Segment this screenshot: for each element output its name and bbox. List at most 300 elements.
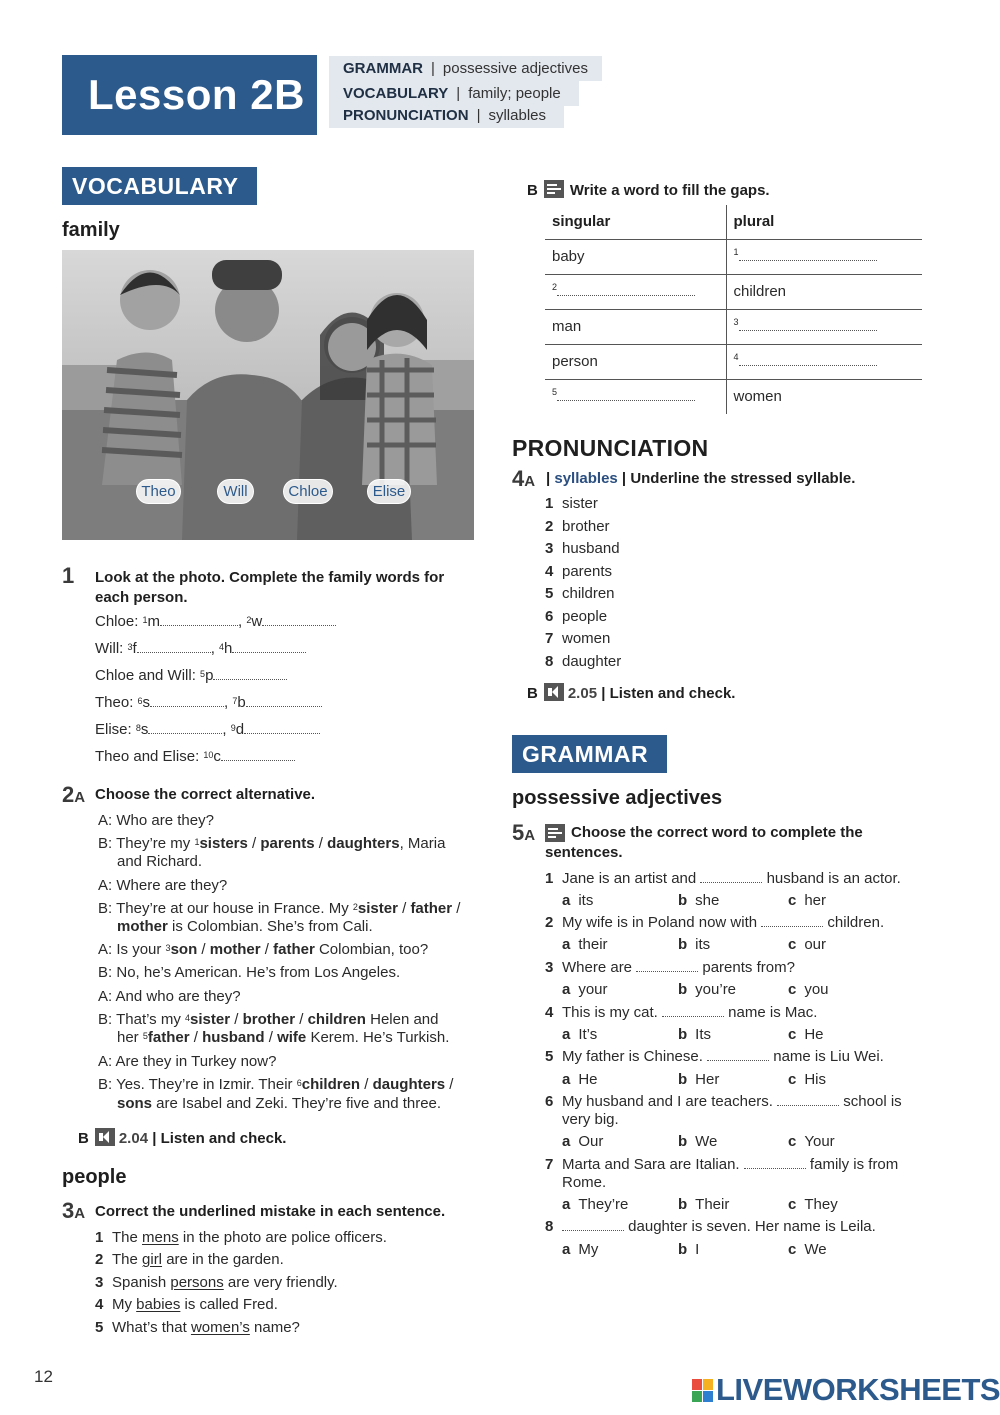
underlined-mistake[interactable]: persons	[170, 1274, 224, 1291]
ex1-line-will	[95, 639, 306, 658]
option-text: Her	[695, 1071, 720, 1088]
ex4a-tag: syllables	[554, 470, 618, 487]
ex4a-instruction: Underline the stressed syllable.	[630, 470, 856, 487]
speaker-label: B:	[98, 900, 113, 917]
item-number: 2	[545, 518, 554, 535]
ex1-comma: ,	[210, 640, 220, 657]
option-text: I	[695, 1241, 700, 1258]
question-continuation: Rome.	[562, 1174, 607, 1191]
grammar-question	[545, 869, 901, 888]
ex4b-instruction: Listen and check.	[609, 685, 736, 702]
table-gap-input[interactable]	[739, 319, 877, 331]
dialogue-text: Yes. They’re in Izmir. Their	[116, 1076, 297, 1093]
speaker-label: B:	[98, 835, 113, 852]
question-text: parents from?	[698, 959, 795, 976]
speaker-icon[interactable]	[95, 1128, 115, 1146]
item-text: The	[112, 1251, 143, 1268]
ex4a-number	[512, 466, 535, 492]
question-text: daughter is seven. Her name is Leila.	[624, 1218, 876, 1235]
option[interactable]	[678, 1195, 788, 1214]
ex3a-number	[62, 1198, 85, 1224]
pron-item[interactable]	[545, 494, 598, 513]
gap-number: 5	[142, 1031, 148, 1041]
speaker-label: A:	[98, 941, 113, 958]
ex1-gap-input[interactable]	[221, 747, 295, 761]
alternative-option[interactable]: parents	[260, 835, 315, 852]
header-row-grammar	[329, 56, 602, 81]
pronunciation-title: PRONUNCIATION	[512, 435, 709, 461]
answer-gap[interactable]	[562, 1217, 624, 1231]
answer-gap[interactable]	[707, 1047, 769, 1061]
speaker-label: A:	[98, 877, 113, 894]
underlined-mistake[interactable]: babies	[136, 1296, 181, 1313]
item-text: are in the garden.	[162, 1251, 284, 1268]
dialogue-text: , Maria	[399, 835, 446, 852]
page-number: 12	[34, 1367, 53, 1386]
option[interactable]	[788, 1133, 835, 1150]
option-letter: c	[788, 1026, 797, 1043]
logo-text: LIVEWORKSHEETS	[716, 1372, 1000, 1407]
dialogue-text: And who are they?	[115, 988, 241, 1005]
underlined-mistake[interactable]: girl	[142, 1251, 163, 1268]
gap-number: 4	[733, 352, 739, 362]
option-letter: c	[788, 936, 797, 953]
pron-item[interactable]	[545, 539, 620, 558]
dialogue-text: Kerem. He’s Turkish.	[306, 1029, 450, 1046]
ex-part-letter: A	[74, 1205, 86, 1222]
gap-letter: f	[132, 640, 137, 657]
ex-number-digit: 5	[512, 820, 525, 845]
option-text: We	[804, 1241, 827, 1258]
ex1-gap-input[interactable]	[262, 612, 336, 626]
slash: /	[445, 1076, 454, 1093]
question-text: husband is an actor.	[762, 870, 901, 887]
option-row	[562, 935, 826, 954]
pron-item[interactable]	[545, 584, 615, 603]
gap-number: 3	[127, 642, 133, 652]
people-subtitle: people	[62, 1166, 127, 1188]
speaker-label: A:	[98, 812, 113, 829]
option[interactable]	[562, 980, 678, 999]
alternative-option[interactable]: mother	[117, 918, 168, 935]
header-label: VOCABULARY	[343, 85, 449, 102]
option[interactable]	[678, 891, 788, 910]
option-text: Your	[804, 1133, 835, 1150]
table-row	[545, 379, 922, 414]
speaker-label: A:	[98, 988, 113, 1005]
gap-number: 2	[352, 902, 358, 912]
dialogue-text: are Isabel and Zeki. They’re five and three.	[152, 1095, 442, 1112]
ex2b-listen: B 2.04 | Listen and check.	[78, 1130, 287, 1147]
table-cell: baby	[545, 239, 726, 274]
underlined-mistake[interactable]: women’s	[190, 1319, 250, 1336]
alternative-option[interactable]: father	[147, 1029, 190, 1046]
pron-word[interactable]: husband	[562, 540, 620, 557]
item-text: What’s that	[112, 1319, 191, 1336]
underlined-mistake[interactable]: mens	[142, 1229, 179, 1246]
option-row	[562, 1132, 835, 1151]
gap-number: 6	[296, 1078, 302, 1088]
option[interactable]	[678, 1240, 788, 1259]
ex-part-letter: A	[524, 473, 536, 490]
dialogue-continuation	[117, 917, 373, 936]
pron-word[interactable]: brother	[562, 518, 610, 535]
option-letter: b	[678, 1133, 688, 1150]
possessive-adjectives-subtitle: possessive adjectives	[512, 787, 723, 809]
pron-item[interactable]	[545, 562, 612, 581]
speaker-icon[interactable]	[544, 683, 564, 701]
table-row	[545, 344, 922, 379]
answer-gap[interactable]	[636, 958, 698, 972]
photo-name-elise: Elise	[367, 479, 411, 504]
gap-number: 2	[552, 282, 558, 292]
slash: /	[452, 900, 461, 917]
pron-word[interactable]: daughter	[562, 653, 622, 670]
question-text: Where are	[562, 959, 637, 976]
table-cell: women	[733, 388, 782, 406]
vocabulary-section-title: VOCABULARY	[62, 167, 257, 205]
option-letter: c	[788, 1071, 797, 1088]
ex1-line-theo-and-elise	[95, 747, 295, 766]
option[interactable]	[562, 1240, 678, 1259]
answer-gap[interactable]	[744, 1155, 806, 1169]
option[interactable]	[788, 892, 826, 909]
question-text: My husband and I are teachers.	[562, 1093, 778, 1110]
alternative-option[interactable]: husband	[202, 1029, 265, 1046]
ex1-comma: ,	[238, 613, 247, 630]
alternative-option[interactable]: children	[307, 1011, 366, 1028]
ex1-gap-input[interactable]	[232, 639, 306, 653]
grammar-question	[545, 1217, 876, 1236]
ex2b-instruction: Listen and check.	[160, 1130, 287, 1147]
slash: /	[230, 1011, 243, 1028]
gap-letter: b	[237, 694, 246, 711]
item-number: 8	[545, 653, 554, 670]
question-text: My father is Chinese.	[562, 1048, 708, 1065]
option-letter: b	[678, 1071, 688, 1088]
option-text: It’s	[578, 1026, 598, 1043]
option-letter: b	[678, 1241, 688, 1258]
slash: /	[295, 1011, 308, 1028]
ex1-gap-input[interactable]	[137, 639, 211, 653]
gap-number: 9	[230, 723, 236, 733]
option-row	[562, 1070, 826, 1089]
option-text: your	[578, 981, 608, 998]
table-gap-input[interactable]	[557, 284, 695, 296]
option[interactable]	[562, 1070, 678, 1089]
ex-part-letter: A	[524, 827, 536, 844]
option-row	[562, 1195, 838, 1214]
ex-number-digit: 2	[62, 782, 75, 807]
family-photo	[62, 250, 474, 540]
gap-number: 5	[200, 669, 206, 679]
option[interactable]	[678, 1132, 788, 1151]
item-text: in the photo are police officers.	[178, 1229, 387, 1246]
pron-word[interactable]: women	[562, 630, 611, 647]
ex3a-item	[95, 1295, 278, 1314]
option[interactable]	[562, 891, 678, 910]
ex5a-instruction-text: Choose the correct word to complete the sentences.	[545, 824, 863, 861]
alternative-option[interactable]: father	[410, 900, 453, 917]
item-text: The	[112, 1229, 143, 1246]
alternative-option[interactable]: sister	[357, 900, 398, 917]
question-text: school is	[839, 1093, 902, 1110]
option[interactable]	[678, 1025, 788, 1044]
option[interactable]	[788, 1196, 838, 1213]
ex-number-digit: 3	[62, 1198, 75, 1223]
ex1-line-prefix: Theo and Elise:	[95, 748, 204, 765]
grammar-question	[545, 1092, 902, 1111]
pron-item[interactable]	[545, 607, 607, 626]
ex-part-letter: B	[78, 1130, 89, 1147]
alternative-option[interactable]: sisters	[199, 835, 248, 852]
ex1-gap-input[interactable]	[244, 720, 320, 734]
logo-mark-icon	[692, 1379, 713, 1402]
dialogue-text: They’re at our house in France. My	[116, 900, 353, 917]
photo-name-theo: Theo	[136, 479, 181, 504]
ex1-comma: ,	[224, 694, 233, 711]
ex1b-heading	[527, 180, 770, 201]
ex-part-letter: B	[527, 685, 538, 702]
dialogue-text: That’s my	[116, 1011, 185, 1028]
table-header-row	[545, 205, 922, 239]
gap-letter: m	[147, 613, 161, 630]
ex4b-listen: B 2.05 | Listen and check.	[527, 685, 736, 702]
ex1-gap-input[interactable]	[150, 693, 224, 707]
option-letter: a	[562, 892, 571, 909]
item-number: 4	[545, 1004, 554, 1021]
option-letter: a	[562, 936, 571, 953]
option-letter: a	[562, 1241, 571, 1258]
option[interactable]	[678, 1070, 788, 1089]
pron-word[interactable]: parents	[562, 563, 613, 580]
table-row	[545, 239, 922, 274]
dialogue-text: No, he’s American. He’s from Los Angeles.	[116, 964, 401, 981]
ex1-gap-input[interactable]	[148, 720, 222, 734]
alternative-option[interactable]: sister	[190, 1011, 231, 1028]
option-row	[562, 1240, 827, 1259]
dialogue-text: her	[117, 1029, 143, 1046]
table-row	[545, 274, 922, 309]
option-text: her	[804, 892, 827, 909]
option-text: They’re	[578, 1196, 629, 1213]
option[interactable]	[788, 1241, 827, 1258]
option-text: their	[578, 936, 608, 953]
pron-word[interactable]: children	[562, 585, 615, 602]
dialogue-text: Who are they?	[116, 812, 214, 829]
option-text: Their	[695, 1196, 730, 1213]
alternative-option[interactable]: father	[273, 941, 315, 958]
item-number: 2	[545, 914, 554, 931]
grammar-question	[545, 1047, 884, 1066]
liveworksheets-logo[interactable]	[692, 1372, 1000, 1408]
ex1-line-prefix: Theo:	[95, 694, 138, 711]
header-value: family; people	[468, 85, 561, 102]
option-text: its	[578, 892, 594, 909]
gap-number: 8	[135, 723, 141, 733]
option[interactable]	[788, 1071, 826, 1088]
slash: /	[197, 941, 210, 958]
dialogue-text: Is your	[116, 941, 166, 958]
dialogue-text: Where are they?	[116, 877, 228, 894]
option-row	[562, 1025, 824, 1044]
alternative-option[interactable]: mother	[209, 941, 261, 958]
option-letter: c	[788, 1133, 797, 1150]
ex1-line-chloe	[95, 612, 336, 631]
ex-part-letter: B	[527, 182, 538, 199]
gap-letter: s	[142, 694, 151, 711]
ex3a-item	[95, 1250, 284, 1269]
write-icon	[545, 824, 565, 842]
ex1-line-prefix: Chloe and Will:	[95, 667, 201, 684]
header-label: GRAMMAR	[343, 60, 423, 77]
dialogue-continuation: and Richard.	[117, 853, 203, 870]
table-cell	[726, 344, 922, 379]
dialogue-line	[98, 963, 400, 982]
photo-name-chloe: Chloe	[283, 479, 333, 504]
header-value: syllables	[488, 107, 546, 124]
option[interactable]	[788, 981, 829, 998]
gap-number: 3	[165, 943, 171, 953]
option-letter: c	[788, 892, 797, 909]
item-number: 3	[95, 1274, 104, 1291]
table-cell: person	[545, 344, 726, 379]
question-text: family is from	[805, 1156, 899, 1173]
ex1-gap-input[interactable]	[246, 693, 322, 707]
alternative-option[interactable]: wife	[277, 1029, 307, 1046]
ex5a-number	[512, 820, 535, 846]
ex2a-instruction: Choose the correct alternative.	[95, 786, 316, 803]
pron-word[interactable]: sister	[562, 495, 598, 512]
item-number: 1	[545, 870, 554, 887]
ex3a-item	[95, 1273, 338, 1292]
item-number: 7	[545, 630, 554, 647]
header-singular: singular	[545, 205, 726, 239]
dialogue-line	[98, 876, 227, 895]
dialogue-line	[98, 899, 460, 918]
alternative-option[interactable]: brother	[242, 1011, 296, 1028]
option[interactable]	[678, 935, 788, 954]
pron-item[interactable]	[545, 652, 621, 671]
gap-number: 1	[142, 615, 148, 625]
option-text: its	[695, 936, 711, 953]
slash: /	[360, 1076, 373, 1093]
ex1-line-prefix: Chloe:	[95, 613, 143, 630]
gap-letter: c	[213, 748, 221, 765]
item-number: 4	[545, 563, 554, 580]
alternative-option[interactable]: children	[301, 1076, 361, 1093]
answer-gap[interactable]	[662, 1003, 724, 1017]
dialogue-continuation	[117, 1094, 441, 1113]
item-number: 3	[545, 540, 554, 557]
option[interactable]	[562, 1195, 678, 1214]
slash: /	[189, 1029, 203, 1046]
option[interactable]	[562, 935, 678, 954]
option-text: she	[695, 892, 720, 909]
speaker-label: B:	[98, 1011, 113, 1028]
gap-letter: h	[224, 640, 233, 657]
ex1b-instruction: Write a word to fill the gaps.	[569, 182, 770, 199]
ex1-gap-input[interactable]	[213, 666, 287, 680]
item-number: 6	[545, 1093, 554, 1110]
ex3a-instruction: Correct the underlined mistake in each sentence.	[95, 1203, 446, 1220]
ex4a-instruction-line: | syllables | Underline the stressed syllable.	[546, 470, 856, 487]
table-gap-input[interactable]	[739, 249, 877, 261]
ex1-line-prefix: Elise:	[95, 721, 136, 738]
table-gap-input[interactable]	[557, 389, 695, 401]
table-gap-input[interactable]	[739, 354, 877, 366]
option-text: We	[695, 1133, 718, 1150]
grammar-question	[545, 913, 884, 932]
alternative-option[interactable]: daughters	[372, 1076, 446, 1093]
table-row	[545, 309, 922, 344]
alternative-option[interactable]: daughters	[327, 835, 400, 852]
item-number: 5	[95, 1319, 104, 1336]
option-letter: a	[562, 1071, 571, 1088]
option-letter: c	[788, 981, 797, 998]
gap-number: 5	[552, 387, 558, 398]
grammar-question	[545, 1003, 817, 1022]
table-cell: man	[545, 309, 726, 344]
question-text: name is Mac.	[724, 1004, 818, 1021]
speaker-label: B:	[98, 1076, 113, 1093]
alternative-option[interactable]: sons	[117, 1095, 153, 1112]
ex1-number: 1	[62, 563, 75, 588]
option[interactable]	[562, 1025, 678, 1044]
header-sep: |	[476, 107, 481, 124]
ex3a-item	[95, 1318, 300, 1337]
option[interactable]	[562, 1132, 678, 1151]
photo-name-will: Will	[217, 479, 254, 504]
item-text: Spanish	[112, 1274, 171, 1291]
option-text: My	[578, 1241, 599, 1258]
answer-gap[interactable]	[761, 913, 823, 927]
pron-word[interactable]: people	[562, 608, 608, 625]
option[interactable]	[788, 1026, 824, 1043]
option-letter: a	[562, 981, 571, 998]
pron-item[interactable]	[545, 629, 610, 648]
pron-item[interactable]	[545, 517, 610, 536]
option[interactable]	[788, 936, 826, 953]
item-number: 3	[545, 959, 554, 976]
question-text: My wife is in Poland now with	[562, 914, 762, 931]
alternative-option[interactable]: son	[170, 941, 198, 958]
table-cell	[545, 379, 726, 414]
answer-gap[interactable]	[777, 1092, 839, 1106]
audio-track: 2.04	[118, 1130, 149, 1147]
option-text: He	[578, 1071, 598, 1088]
grammar-question	[545, 1155, 898, 1174]
audio-track: 2.05	[567, 685, 598, 702]
ex5a-instruction	[545, 823, 875, 863]
item-number: 5	[545, 585, 554, 602]
item-text: My	[112, 1296, 137, 1313]
option[interactable]	[678, 980, 788, 999]
answer-gap[interactable]	[700, 869, 762, 883]
ex2a-number	[62, 782, 85, 808]
ex1-gap-input[interactable]	[160, 612, 238, 626]
gap-number: 4	[185, 1013, 191, 1023]
option-text: our	[804, 936, 827, 953]
grammar-question	[545, 958, 795, 977]
dialogue-line	[98, 1010, 439, 1029]
gap-number: 1	[733, 247, 739, 257]
item-number: 2	[95, 1251, 104, 1268]
option-letter: c	[788, 1196, 797, 1213]
option-letter: b	[678, 981, 688, 998]
table-cell	[545, 274, 726, 309]
option-text: Our	[578, 1133, 604, 1150]
